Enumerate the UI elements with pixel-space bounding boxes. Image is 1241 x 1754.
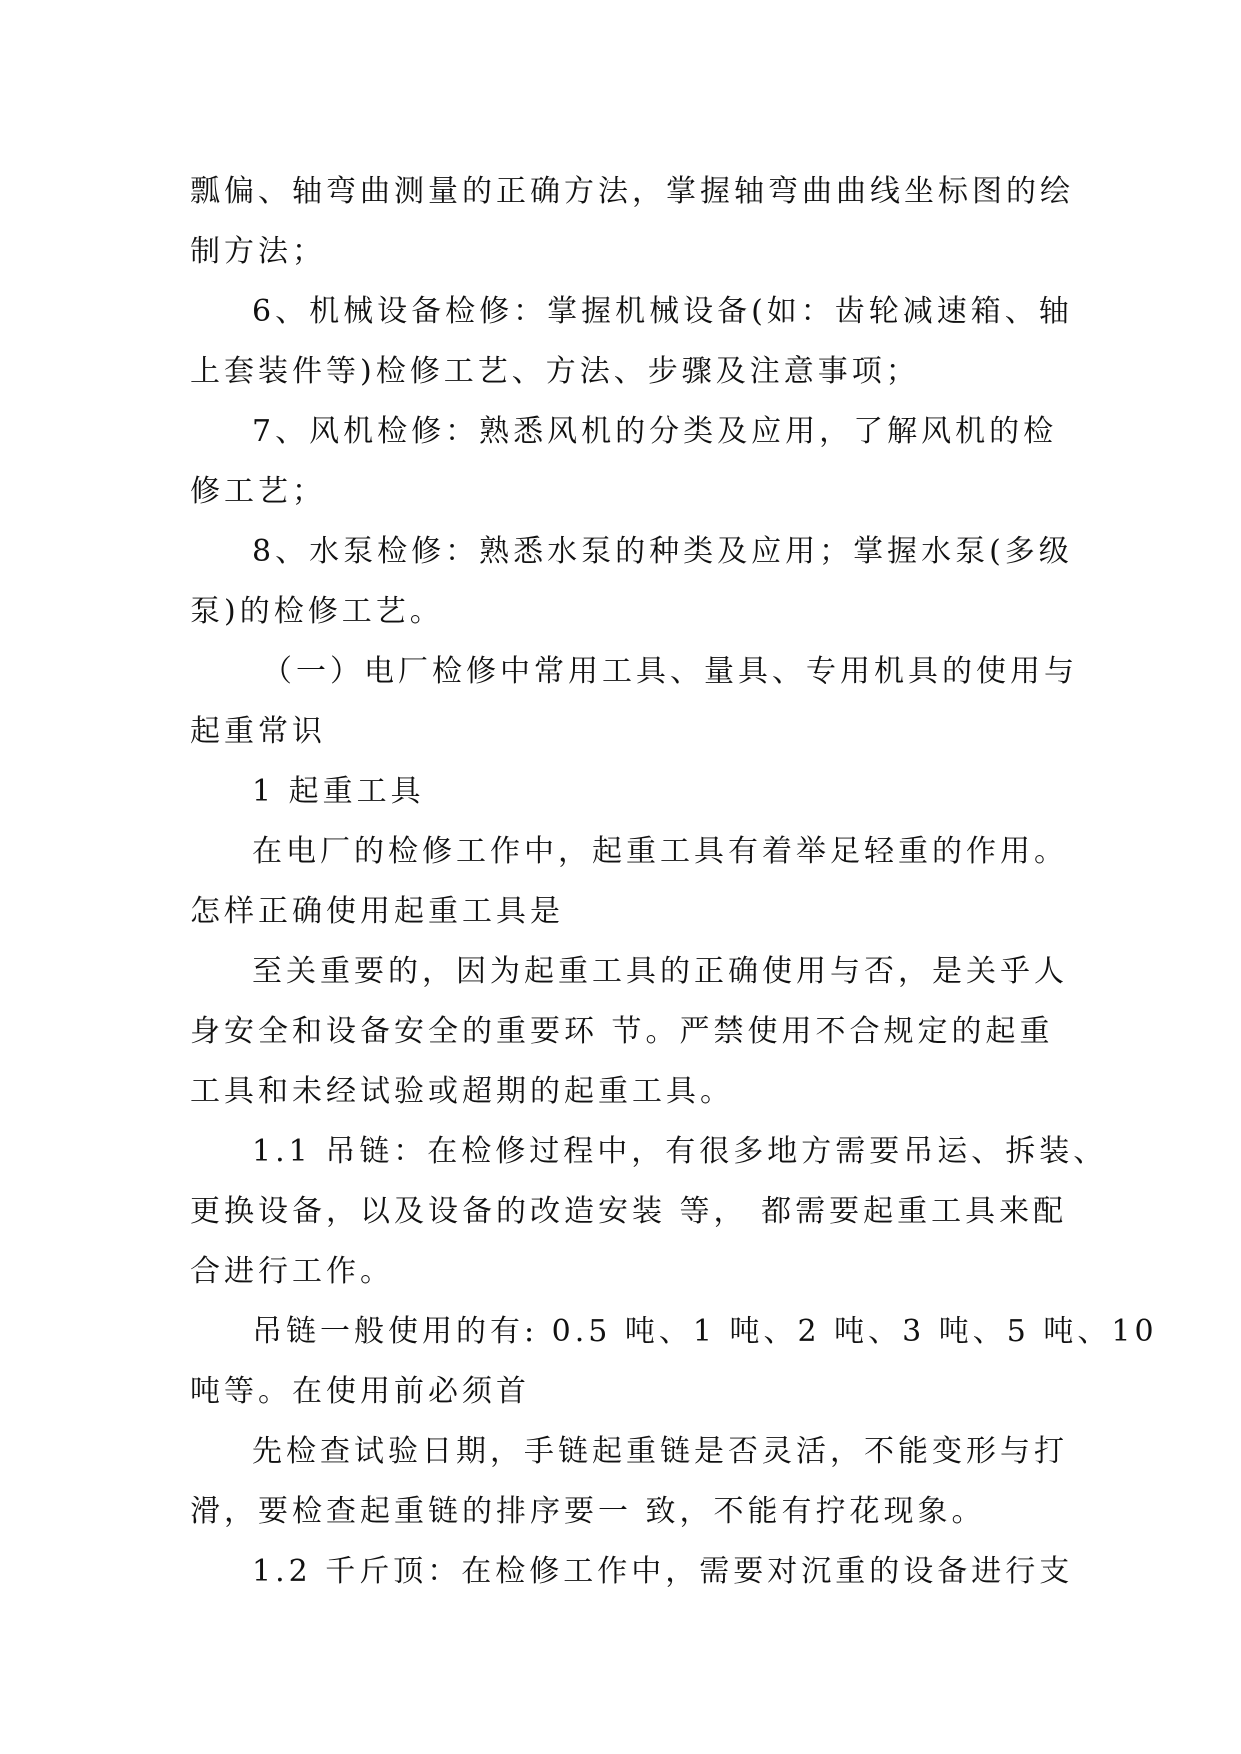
text-line: 泵)的检修工艺。: [190, 594, 444, 629]
section-heading-continued: 起重常识: [190, 714, 326, 749]
text-line: 身安全和设备安全的重要环 节。严禁使用不合规定的起重: [190, 1014, 1054, 1049]
text-line: 7、风机检修：熟悉风机的分类及应用，了解风机的检: [252, 414, 1058, 449]
text-line: 更换设备，以及设备的改造安装 等， 都需要起重工具来配: [190, 1194, 1068, 1229]
text-line: 1.1 吊链：在检修过程中，有很多地方需要吊运、拆装、: [252, 1134, 1108, 1169]
text-line: 吨等。在使用前必须首: [190, 1374, 530, 1409]
text-line: 至关重要的，因为起重工具的正确使用与否，是关乎人: [252, 954, 1068, 989]
text-line: 6、机械设备检修：掌握机械设备(如：齿轮减速箱、轴: [252, 294, 1073, 329]
text-line: 在电厂的检修工作中，起重工具有着举足轻重的作用。: [252, 834, 1068, 869]
text-line: 工具和未经试验或超期的起重工具。: [190, 1074, 734, 1109]
text-line: 1.2 千斤顶：在检修工作中，需要对沉重的设备进行支: [252, 1554, 1074, 1589]
subsection-heading: 1 起重工具: [252, 774, 425, 809]
text-line: 制方法；: [190, 234, 326, 269]
text-line: 修工艺；: [190, 474, 326, 509]
section-heading: （一）电厂检修中常用工具、量具、专用机具的使用与: [262, 654, 1078, 689]
text-line: 8、水泵检修：熟悉水泵的种类及应用；掌握水泵(多级: [252, 534, 1073, 569]
document-body: [190, 162, 1158, 1602]
text-line: 吊链一般使用的有: 0.5 吨、1 吨、2 吨、3 吨、5 吨、10: [252, 1314, 1158, 1349]
text-line: 先检查试验日期，手链起重链是否灵活，不能变形与打: [252, 1434, 1068, 1469]
text-line: 上套装件等)检修工艺、方法、步骤及注意事项；: [190, 354, 920, 389]
text-line: 瓢偏、轴弯曲测量的正确方法，掌握轴弯曲曲线坐标图的绘: [190, 174, 1074, 209]
text-line: 合进行工作。: [190, 1254, 394, 1289]
text-line: 滑，要检查起重链的排序要一 致，不能有拧花现象。: [190, 1494, 986, 1529]
text-line: 怎样正确使用起重工具是: [190, 894, 564, 929]
